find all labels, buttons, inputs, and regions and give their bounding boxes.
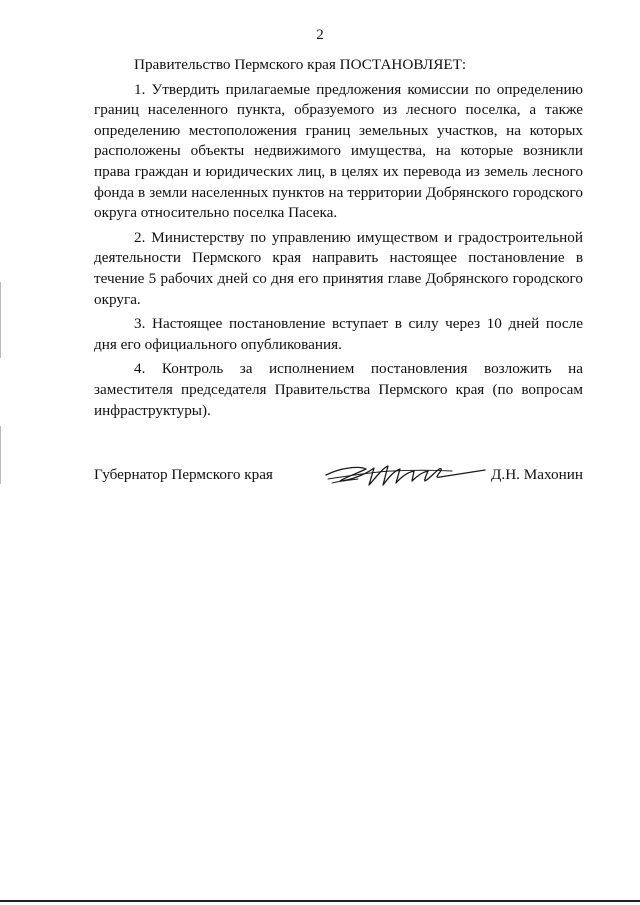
page-number: 2 — [316, 27, 324, 43]
paragraph-2: 2. Министерству по управлению имуществом и градостроительной деятельности Пермского края направить настоящее постановление в течение 5 рабочих дней со дня его принятия главе Добрянского городского округа. — [94, 228, 583, 308]
paragraph-4: 4. Контроль за исполнением постановления возложить на заместителя председателя Правительства Пермского края (по вопросам инфраструктуры). — [94, 360, 583, 419]
signature-block — [94, 466, 583, 496]
handwritten-signature — [322, 458, 487, 492]
signatory-name: Д.Н. Махонин — [491, 466, 583, 483]
signatory-title: Губернатор Пермского края — [94, 466, 273, 483]
scan-bottom-edge — [0, 900, 640, 902]
paragraph-1: 1. Утвердить прилагаемые предложения комиссии по определению границ населенного пункта, образуемого из лесного поселка, а также определению местоположения границ земельных участков, на которых расположены объекты недвижимого имущества, на которые возникли права граждан и юридических лиц, в целях их перевода из земель лесного фонда в земли населенных пунктов на территории Добрянского городского округа относительно поселка Пасека. — [94, 80, 583, 222]
paragraph-3: 3. Настоящее постановление вступает в силу через 10 дней после дня его официального опубликования. — [94, 315, 583, 353]
scan-edge-mark — [0, 426, 1, 484]
resolution-intro: Правительство Пермского края ПОСТАНОВЛЯЕТ: — [134, 56, 467, 73]
document-body — [94, 55, 583, 425]
scan-edge-mark — [0, 282, 1, 358]
